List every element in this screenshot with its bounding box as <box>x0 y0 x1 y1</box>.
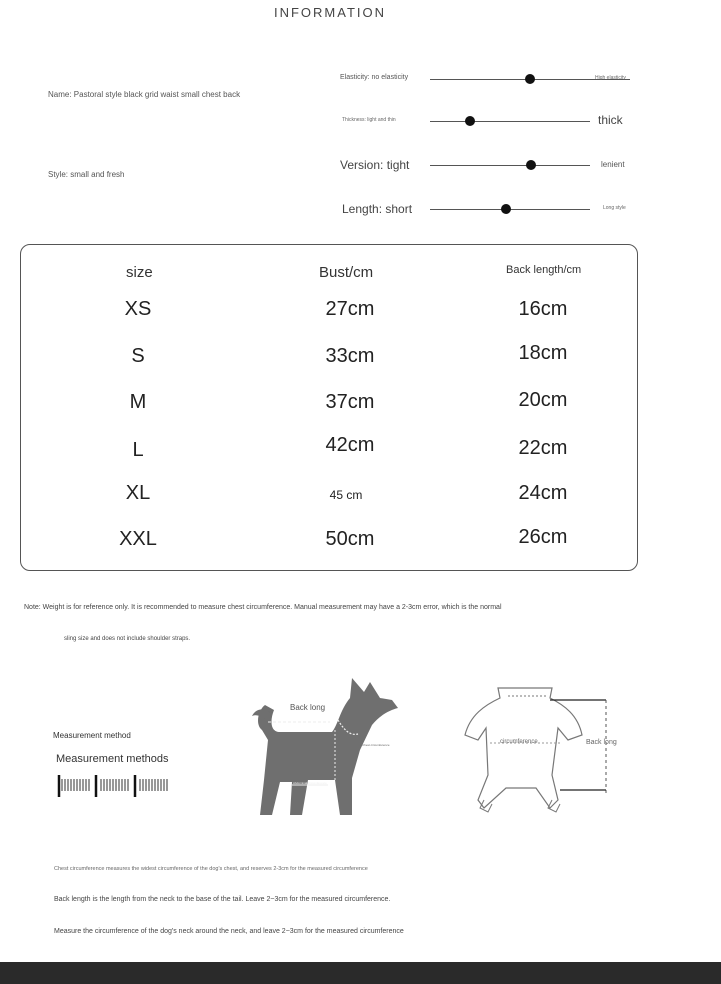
table-row <box>0 342 721 375</box>
attribute-marker <box>501 204 511 214</box>
note-line-2: sling size and does not include shoulder straps. <box>64 636 191 642</box>
table-row <box>0 391 721 421</box>
attribute-right-label: thick <box>598 113 623 127</box>
page-title: INFORMATION <box>273 5 387 20</box>
cell-back: 18cm <box>518 342 568 364</box>
ruler-icon <box>56 773 176 799</box>
product-style: Style: small and fresh <box>48 170 125 179</box>
cell-bust: 37cm <box>325 391 375 413</box>
attribute-right-label: Long style <box>603 205 626 211</box>
attribute-length <box>342 201 642 221</box>
note-line-1: Note: Weight is for reference only. It is recommended to measure chest circumference. Manual measurement may have a 2-3cm error, which is the normal <box>24 604 502 611</box>
table-row <box>0 482 721 512</box>
header-back-length: Back length/cm <box>506 264 582 276</box>
dog-chest-label: Chest circumference <box>362 743 390 747</box>
cell-back: 22cm <box>518 437 568 459</box>
instruction-back: Back length is the length from the neck to the base of the tail. Leave 2~3cm for the measured circumference. <box>54 896 391 903</box>
attribute-right-label: lenient <box>601 160 625 169</box>
cell-bust: 27cm <box>325 298 375 320</box>
attribute-track <box>430 121 590 122</box>
cell-size: XL <box>125 482 151 504</box>
attribute-label: Elasticity: no elasticity <box>340 74 409 81</box>
cell-bust: 42cm <box>325 434 375 456</box>
cell-back: 24cm <box>518 482 568 504</box>
table-row <box>0 298 721 328</box>
cell-back: 20cm <box>518 389 568 411</box>
bottom-bar <box>0 962 721 984</box>
attribute-marker <box>465 116 475 126</box>
attribute-label: Version: tight <box>340 158 410 172</box>
attribute-marker <box>526 160 536 170</box>
attribute-thickness <box>340 113 640 133</box>
attribute-elasticity <box>340 72 640 92</box>
garment-circumference-label: circumference <box>500 739 538 745</box>
instruction-chest: Chest circumference measures the widest circumference of the dog's chest, and reserves 2-3cm for the measured circumference <box>54 866 368 872</box>
cell-bust: 50cm <box>325 528 375 550</box>
cell-bust: 33cm <box>325 345 375 367</box>
cell-size: L <box>132 439 144 461</box>
header-size: size <box>126 264 153 281</box>
instruction-neck: Measure the circumference of the dog's neck around the neck, and leave 2~3cm for the measured circumference <box>54 928 404 935</box>
attribute-label: Length: short <box>342 202 413 216</box>
cell-size: XXL <box>119 528 157 550</box>
attribute-right-label: High elasticity <box>595 75 626 81</box>
dog-silhouette-icon <box>240 670 410 830</box>
cell-back: 16cm <box>518 298 568 320</box>
garment-back-label: Back long <box>586 739 617 746</box>
attribute-track <box>430 165 590 166</box>
cell-size: M <box>129 391 147 413</box>
table-row <box>0 528 721 558</box>
cell-back: 26cm <box>518 526 568 548</box>
attribute-label: Thickness: light and thin <box>342 117 396 123</box>
cell-size: XS <box>124 298 152 320</box>
measurement-methods-label: Measurement methods <box>56 753 169 765</box>
table-row <box>0 434 721 467</box>
dog-belly-label: Abdominal circumference <box>293 781 327 785</box>
measurement-method-label: Measurement method <box>53 731 131 740</box>
product-name: Name: Pastoral style black grid waist small chest back <box>48 90 241 99</box>
attribute-marker <box>525 74 535 84</box>
garment-outline-icon <box>460 680 620 820</box>
cell-size: S <box>131 345 145 367</box>
attribute-version <box>340 157 640 177</box>
cell-bust: 45 cm <box>329 488 363 502</box>
header-bust: Bust/cm <box>319 264 374 281</box>
dog-back-label: Back long <box>290 703 326 712</box>
